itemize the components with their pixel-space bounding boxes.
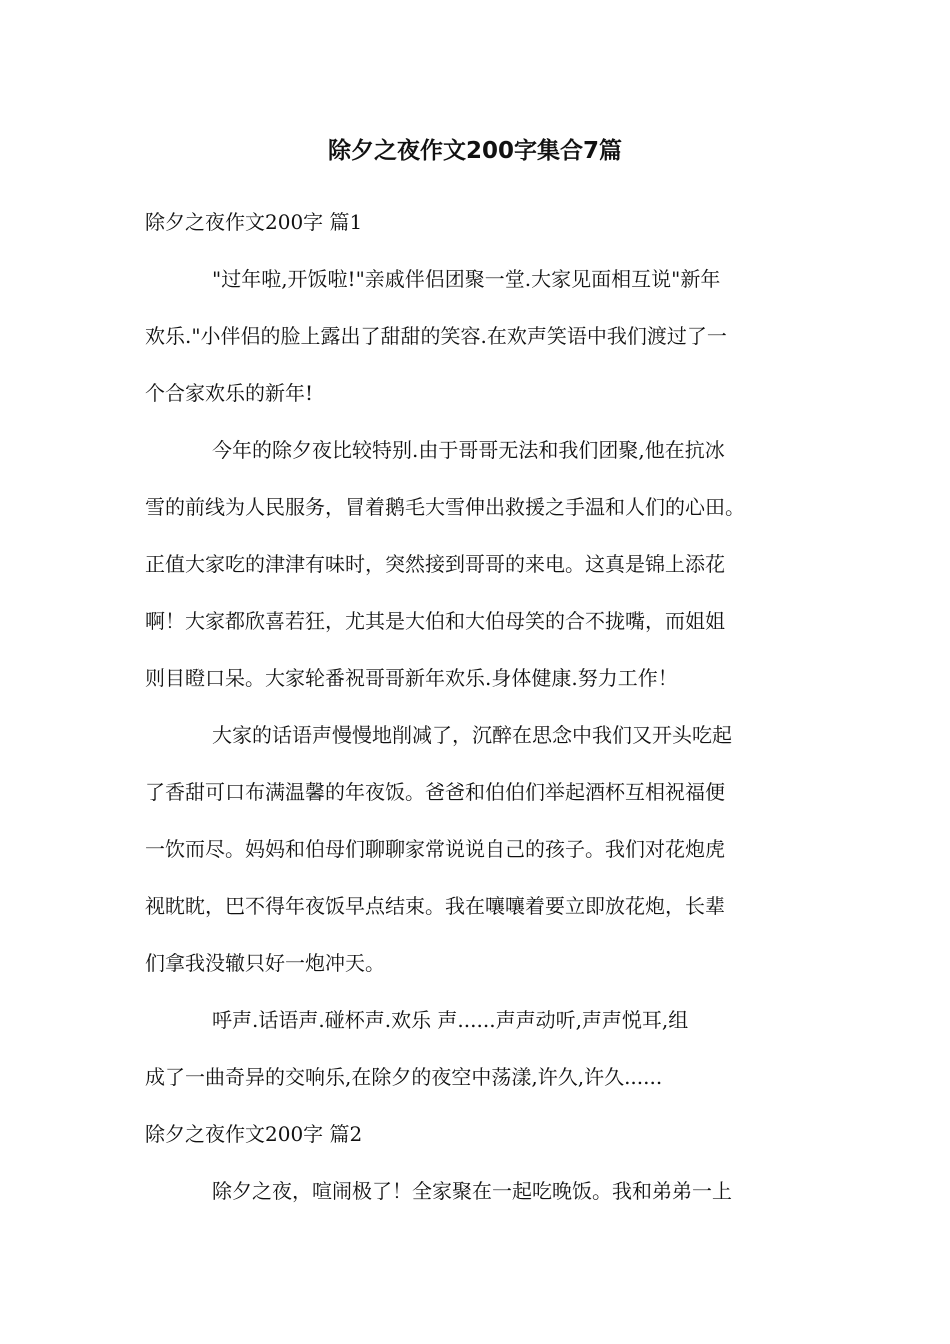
paragraph-line: 正值大家吃的津津有味时，突然接到哥哥的来电。这真是锦上添花: [145, 552, 725, 576]
paragraph-line: 大家的话语声慢慢地削减了，沉醉在思念中我们又开头吃起: [212, 723, 732, 747]
paragraph-line: 欢乐."小伴侣的脸上露出了甜甜的笑容.在欢声笑语中我们渡过了一: [145, 324, 727, 348]
paragraph-line: 除夕之夜，喧闹极了！全家聚在一起吃晚饭。我和弟弟一上: [212, 1179, 732, 1203]
paragraph-line: 视眈眈，巴不得年夜饭早点结束。我在嚷嚷着要立即放花炮，长辈: [145, 894, 725, 918]
paragraph-line: 们拿我没辙只好一炮冲天。: [145, 951, 385, 975]
paragraph-line: 今年的除夕夜比较特别.由于哥哥无法和我们团聚,他在抗冰: [212, 438, 725, 462]
paragraph-line: 啊！大家都欣喜若狂，尤其是大伯和大伯母笑的合不拢嘴，而姐姐: [145, 609, 725, 633]
section-heading-2: 除夕之夜作文200字 篇2: [145, 1122, 363, 1146]
paragraph-line: 呼声.话语声.碰杯声.欢乐 声......声声动听,声声悦耳,组: [212, 1008, 689, 1032]
paragraph-line: "过年啦,开饭啦!"亲戚伴侣团聚一堂.大家见面相互说"新年: [212, 267, 721, 291]
section-heading-1: 除夕之夜作文200字 篇1: [145, 210, 363, 234]
paragraph-line: 雪的前线为人民服务，冒着鹅毛大雪伸出救援之手温和人们的心田。: [145, 495, 745, 519]
paragraph-line: 一饮而尽。妈妈和伯母们聊聊家常说说自己的孩子。我们对花炮虎: [145, 837, 725, 861]
paragraph-line: 则目瞪口呆。大家轮番祝哥哥新年欢乐.身体健康.努力工作！: [145, 666, 678, 690]
document-title: 除夕之夜作文200字集合7篇: [327, 138, 622, 164]
paragraph-line: 成了一曲奇异的交响乐,在除夕的夜空中荡漾,许久,许久......: [145, 1065, 663, 1089]
paragraph-line: 了香甜可口布满温馨的年夜饭。爸爸和伯伯们举起酒杯互相祝福便: [145, 780, 725, 804]
paragraph-line: 个合家欢乐的新年!: [145, 381, 314, 405]
